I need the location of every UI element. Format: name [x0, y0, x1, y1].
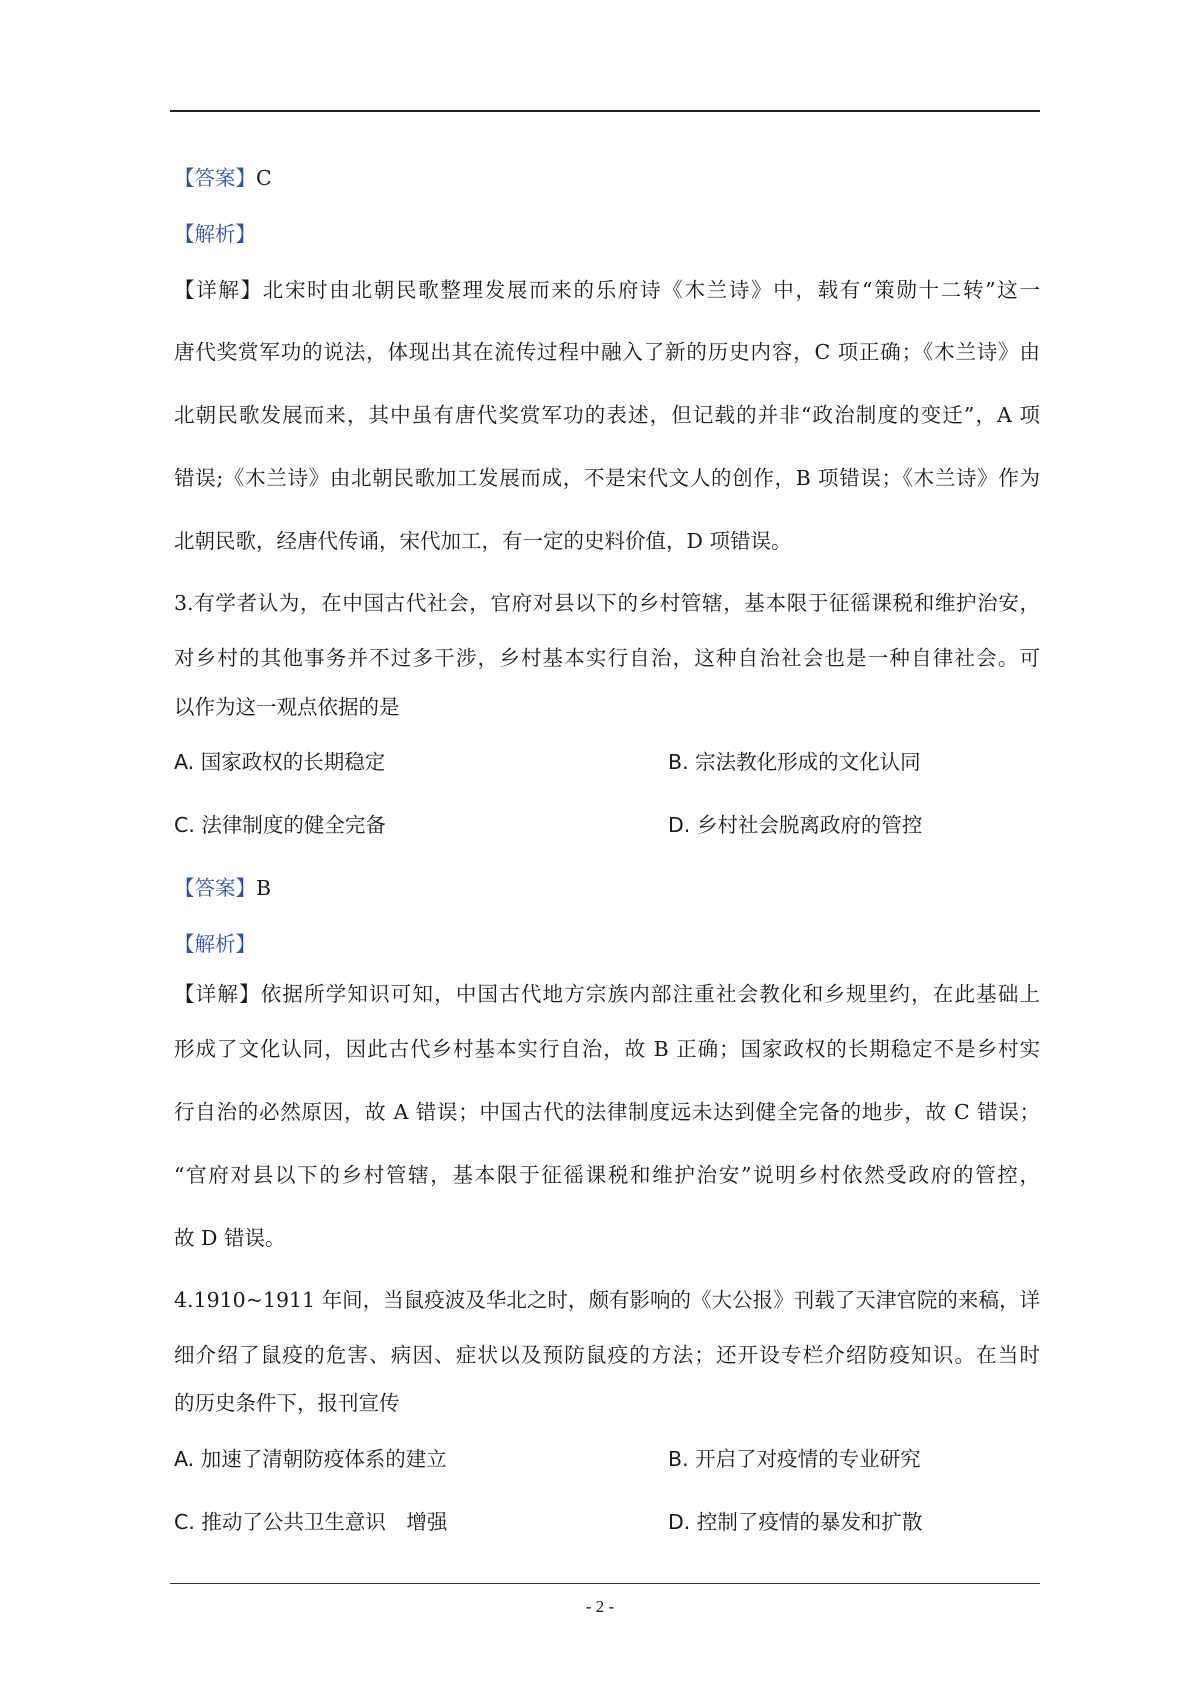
- analysis-line-1: [174, 224, 1040, 245]
- answer-tag: 【答案】: [174, 166, 256, 190]
- detail-tag: 【详解】: [174, 982, 261, 1006]
- detail-1-line-4: 北朝民歌，经唐代传诵，宋代加工，有一定的史料价值，D 项错误。: [174, 529, 792, 553]
- detail-1-line-0: [174, 280, 1040, 301]
- footer-rule: [170, 1583, 1040, 1584]
- question-3-option-b: B. 宗法教化形成的文化认同: [668, 750, 921, 774]
- question-3-option-d: D. 乡村社会脱离政府的管控: [668, 813, 923, 837]
- question-3-option-c: C. 法律制度的健全完备: [174, 813, 386, 837]
- answer-line-1: [174, 168, 1040, 189]
- question-4-option-a: A. 加速了清朝防疫体系的建立: [174, 1447, 447, 1471]
- question-3-line-2: 以作为这一观点依据的是: [174, 695, 400, 719]
- question-3-line-1: 对乡村的其他事务并不过多干涉，乡村基本实行自治，这种自治社会也是一种自律社会。可: [174, 646, 1040, 670]
- detail-2-line-1: 形成了文化认同，因此古代乡村基本实行自治，故 B 正确；国家政权的长期稳定不是乡村实: [174, 1037, 1040, 1061]
- detail-2-line-0: [174, 984, 1040, 1005]
- question-3-line-0: 3.有学者认为，在中国古代社会，官府对县以下的乡村管辖，基本限于征徭课税和维护治安，: [174, 591, 1040, 615]
- detail-2-line-2: 行自治的必然原因，故 A 错误；中国古代的法律制度远未达到健全完备的地步，故 C 错误；: [174, 1100, 1040, 1124]
- question-4-option-d: D. 控制了疫情的暴发和扩散: [668, 1510, 923, 1534]
- header-rule: [170, 110, 1040, 112]
- detail-2-line-3: “官府对县以下的乡村管辖，基本限于征徭课税和维护治安”说明乡村依然受政府的管控，: [174, 1163, 1040, 1187]
- answer-line-2: [174, 878, 1040, 899]
- answer-tag: 【答案】: [174, 876, 256, 900]
- analysis-tag: 【解析】: [174, 222, 256, 246]
- detail-1-line-3: 错误;《木兰诗》由北朝民歌加工发展而成，不是宋代文人的创作，B 项错误；《木兰诗》作为: [174, 466, 1040, 490]
- page-number: - 2 -: [585, 1597, 615, 1616]
- question-4-line-1: 细介绍了鼠疫的危害、病因、症状以及预防鼠疫的方法；还开设专栏介绍防疫知识。在当时: [174, 1343, 1040, 1367]
- analysis-line-2: [174, 934, 1040, 955]
- answer-value: B: [256, 876, 272, 900]
- question-4-line-0: 4.1910~1911 年间，当鼠疫波及华北之时，颇有影响的《大公报》刊载了天津官院的来稿，详: [174, 1288, 1040, 1312]
- question-4-option-b: B. 开启了对疫情的专业研究: [668, 1447, 921, 1471]
- analysis-tag: 【解析】: [174, 932, 256, 956]
- question-4-option-c: C. 推动了公共卫生意识 增强: [174, 1510, 448, 1534]
- detail-1-line-2: 北朝民歌发展而来，其中虽有唐代奖赏军功的表述，但记载的并非“政治制度的变迁”，A 项: [174, 403, 1040, 427]
- question-4-line-2: 的历史条件下，报刊宣传: [174, 1391, 400, 1415]
- detail-tag: 【详解】: [174, 278, 263, 302]
- question-3-option-a: A. 国家政权的长期稳定: [174, 750, 386, 774]
- detail-text: 北宋时由北朝民歌整理发展而来的乐府诗《木兰诗》中，载有“策勋十二转”这一: [262, 278, 1040, 302]
- answer-value: C: [256, 166, 272, 190]
- detail-1-line-1: 唐代奖赏军功的说法，体现出其在流传过程中融入了新的历史内容，C 项正确；《木兰诗》由: [174, 340, 1040, 364]
- detail-text: 依据所学知识可知，中国古代地方宗族内部注重社会教化和乡规里约，在此基础上: [260, 982, 1040, 1006]
- detail-2-line-4: 故 D 错误。: [174, 1226, 286, 1250]
